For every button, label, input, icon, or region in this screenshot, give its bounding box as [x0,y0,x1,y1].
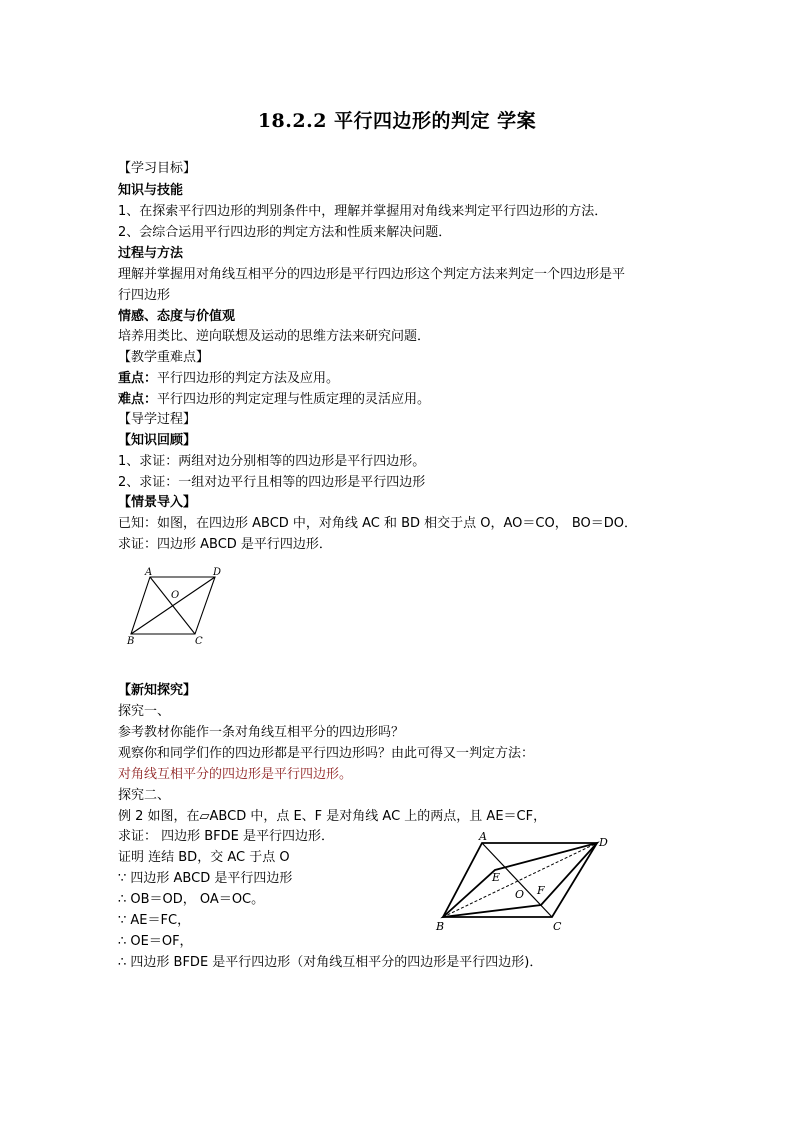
proof-step-4: ∴ OE＝OF， [118,934,193,949]
fig2-label-b: B [436,920,445,933]
difficulty-text: 平行四边形的判定定理与性质定理的灵活应用。 [157,392,431,407]
explore-heading: 【新知探究】 [118,683,197,698]
process-text-1: 理解并掌握用对角线互相平分的四边形是平行四边形这个判定方法来判定一个四边形是平 [118,267,626,282]
key-point-label: 重点： [118,371,158,386]
fig2-label-f: F [537,884,545,897]
fig1-label-a: A [145,567,153,578]
intro-given: 已知：如图，在四边形 ABCD 中，对角线 AC 和 BD 相交于点 O，AO＝CO， BO＝DO． [118,516,638,531]
parallelogram-figure-2 [435,830,615,934]
process-heading: 过程与方法 [118,246,184,261]
knowledge-heading: 知识与技能 [118,183,184,198]
fig2-label-o: O [515,888,525,901]
fig1-label-o: O [171,590,180,601]
review-heading: 【知识回顾】 [118,433,197,448]
example-2-text: 例 2 如图，在▱ABCD 中，点 E、F 是对角线 AC 上的两点，且 AE＝CF， [118,809,547,824]
key-points-heading: 【教学重难点】 [118,350,210,365]
fig2-label-e: E [492,871,501,884]
knowledge-item-1: 1、在探索平行四边形的判别条件中，理解并掌握用对角线来判定平行四边形的方法． [118,204,608,219]
fig1-label-b: B [127,636,135,647]
review-item-2: 2、求证：一组对边平行且相等的四边形是平行四边形 [118,475,426,490]
parallelogram-figure-1 [125,564,225,646]
proof-start: 证明 连结 BD，交 AC 于点 O [118,850,290,865]
proof-step-1: ∵ 四边形 ABCD 是平行四边形 [118,871,293,886]
fig1-label-d: D [213,567,222,578]
guide-heading: 【导学过程】 [118,412,197,427]
proof-step-2: ∴ OB＝OD， OA＝OC。 [118,892,265,907]
page-title: 18.2.2 平行四边形的判定 学案 [257,110,537,132]
intro-heading: 【情景导入】 [118,495,197,510]
fig2-label-a: A [479,830,487,843]
emotion-heading: 情感、态度与价值观 [118,309,236,324]
knowledge-item-2: 2、会综合运用平行四边形的判定方法和性质来解决问题． [118,225,452,240]
difficulty-line [118,393,430,406]
intro-prove: 求证：四边形 ABCD 是平行四边形． [118,537,332,552]
explore-1-question-2: 观察你和同学们作的四边形都是平行四边形吗？由此可得又一判定方法： [118,746,535,761]
process-text-2: 行四边形 [118,288,171,303]
emotion-text: 培养用类比、逆向联想及运动的思维方法来研究问题． [118,329,431,344]
fig1-label-c: C [195,636,203,647]
example-2-prove: 求证： 四边形 BFDE 是平行四边形． [118,829,335,844]
objectives-heading: 【学习目标】 [118,161,197,176]
proof-step-5: ∴ 四边形 BFDE 是平行四边形（对角线互相平分的四边形是平行四边形)． [118,955,543,970]
explore-2-title: 探究二、 [118,788,171,803]
key-point-line [118,372,339,385]
key-point-text: 平行四边形的判定方法及应用。 [157,371,340,386]
explore-1-question-1: 参考教材你能作一条对角线互相平分的四边形吗？ [118,725,405,740]
proof-step-3: ∵ AE＝FC， [118,913,191,928]
explore-1-conclusion: 对角线互相平分的四边形是平行四边形。 [118,767,353,782]
difficulty-label: 难点： [118,392,158,407]
review-item-1: 1、求证：两组对边分别相等的四边形是平行四边形。 [118,454,426,469]
fig2-label-d: D [599,836,608,849]
fig2-label-c: C [553,920,562,933]
explore-1-title: 探究一、 [118,704,171,719]
